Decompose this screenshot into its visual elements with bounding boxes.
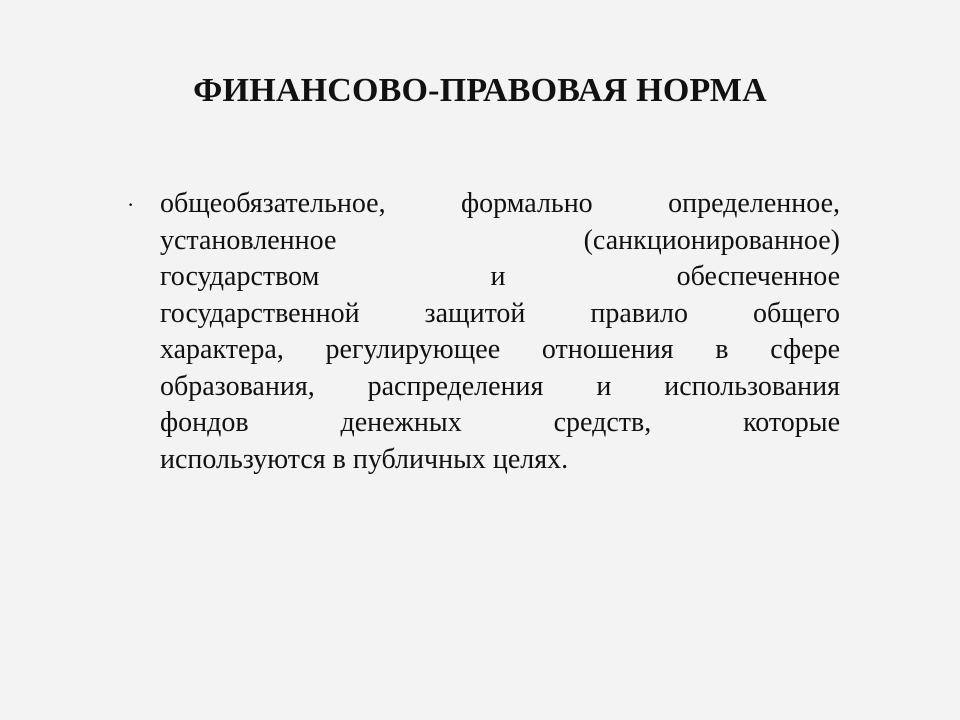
slide-title: ФИНАНСОВО-ПРАВОВАЯ НОРМА bbox=[193, 72, 767, 109]
definition-text bbox=[160, 186, 840, 478]
definition-line: установленное (санкционированное) bbox=[160, 224, 840, 256]
definition-line: фондов денежных средств, которые bbox=[160, 407, 840, 438]
definition-line: общеобязательное, формально определенное, bbox=[160, 188, 840, 219]
definition-line: образования, распределения и использования bbox=[160, 370, 840, 402]
definition-line: используются в публичных целях. bbox=[160, 443, 569, 475]
definition-line: характера, регулирующее отношения в сфере bbox=[160, 334, 840, 365]
definition-line: государством и обеспеченное bbox=[160, 261, 840, 292]
definition-line: государственной защитой правило общего bbox=[160, 297, 840, 329]
bullet-marker: · bbox=[127, 192, 135, 217]
